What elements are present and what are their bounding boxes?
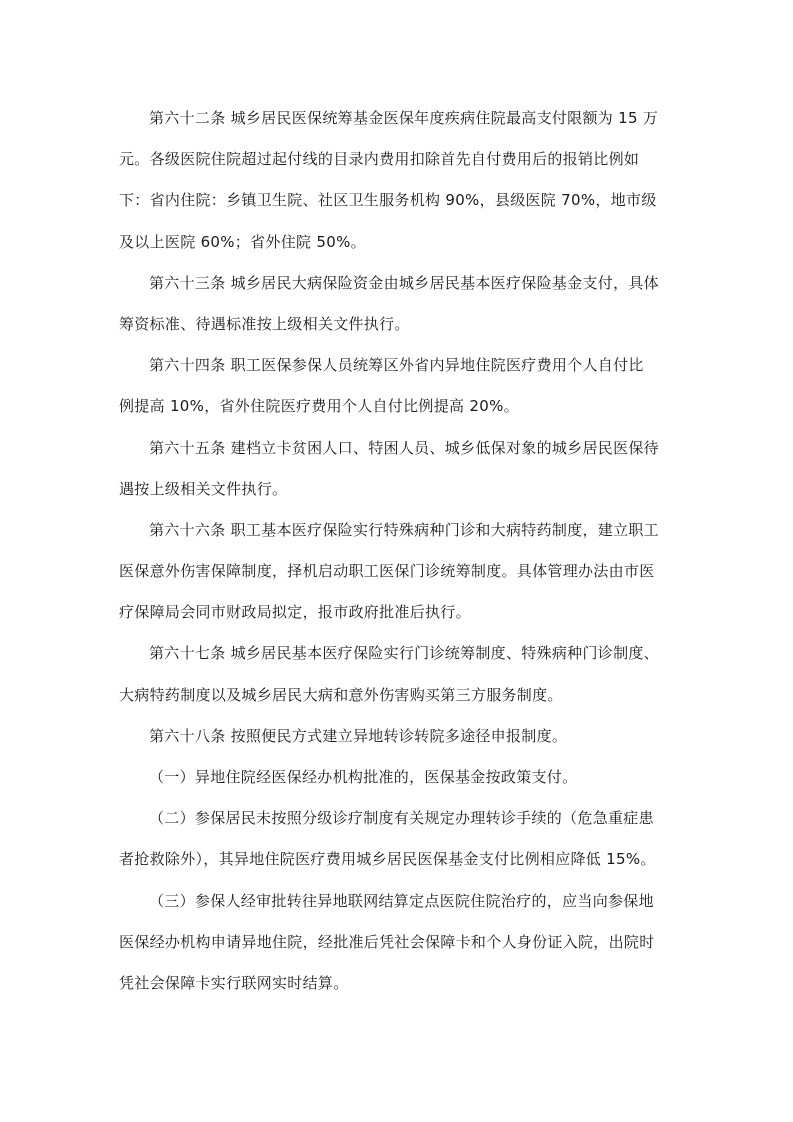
text-line: 第六十五条 建档立卡贫困人口、特困人员、城乡低保对象的城乡居民医保待 (149, 438, 659, 457)
clause-2-paragraph (119, 798, 679, 880)
article-62-paragraph (119, 98, 679, 263)
article-64-paragraph (119, 345, 679, 427)
text-line: 第六十七条 城乡居民基本医疗保险实行门诊统筹制度、特殊病种门诊制度、 (149, 644, 659, 663)
text-line: 第六十三条 城乡居民大病保险资金由城乡居民基本医疗保险基金支付，具体 (149, 273, 659, 292)
article-66-paragraph (119, 510, 679, 634)
article-68-paragraph (119, 716, 679, 757)
text-line: （二）参保居民未按照分级诊疗制度有关规定办理转诊手续的（危急重症患 (149, 809, 654, 828)
text-line: 医保意外伤害保障制度，择机启动职工医保门诊统筹制度。具体管理办法由市医 (119, 562, 655, 581)
article-65-paragraph (119, 428, 679, 510)
text-line: 者抢救除外），其异地住院医疗费用城乡居民医保基金支付比例相应降低 15%。 (119, 850, 656, 869)
text-line: 大病特药制度以及城乡居民大病和意外伤害购买第三方服务制度。 (119, 685, 563, 704)
text-line: 元。各级医院住院超过起付线的目录内费用扣除首先自付费用后的报销比例如 (119, 150, 640, 169)
document-body (119, 98, 679, 1004)
clause-3-paragraph (119, 881, 679, 1005)
text-line: 第六十二条 城乡居民医保统筹基金医保年度疾病住院最高支付限额为 15 万 (149, 109, 659, 127)
text-line: 凭社会保障卡实行联网实时结算。 (119, 973, 349, 992)
article-63-paragraph (119, 263, 679, 345)
text-line: （一）异地住院经医保经办机构批准的，医保基金按政策支付。 (149, 768, 578, 786)
text-line: 第六十八条 按照便民方式建立异地转诊转院多途径申报制度。 (149, 726, 568, 745)
text-line: 及以上医院 60%；省外住院 50%。 (119, 232, 366, 251)
text-line: 医保经办机构申请异地住院，经批准后凭社会保障卡和个人身份证入院，出院时 (119, 932, 655, 951)
text-line: 遇按上级相关文件执行。 (119, 479, 288, 498)
text-line: 第六十六条 职工基本医疗保险实行特殊病种门诊和大病特药制度，建立职工 (149, 520, 659, 539)
text-line: 例提高 10%，省外住院医疗费用个人自付比例提高 20%。 (119, 397, 519, 416)
text-line: 筹资标准、待遇标准按上级相关文件执行。 (119, 314, 410, 333)
clause-1-paragraph (119, 757, 679, 798)
text-line: 疗保障局会同市财政局拟定，报市政府批准后执行。 (119, 603, 471, 622)
text-line: 第六十四条 职工医保参保人员统筹区外省内异地住院医疗费用个人自付比 (149, 356, 644, 375)
text-line: （三）参保人经审批转往异地联网结算定点医院住院治疗的，应当向参保地 (149, 891, 654, 910)
text-line: 下：省内住院：乡镇卫生院、社区卫生服务机构 90%，县级医院 70%，地市级 (119, 191, 657, 210)
article-67-paragraph (119, 633, 679, 715)
